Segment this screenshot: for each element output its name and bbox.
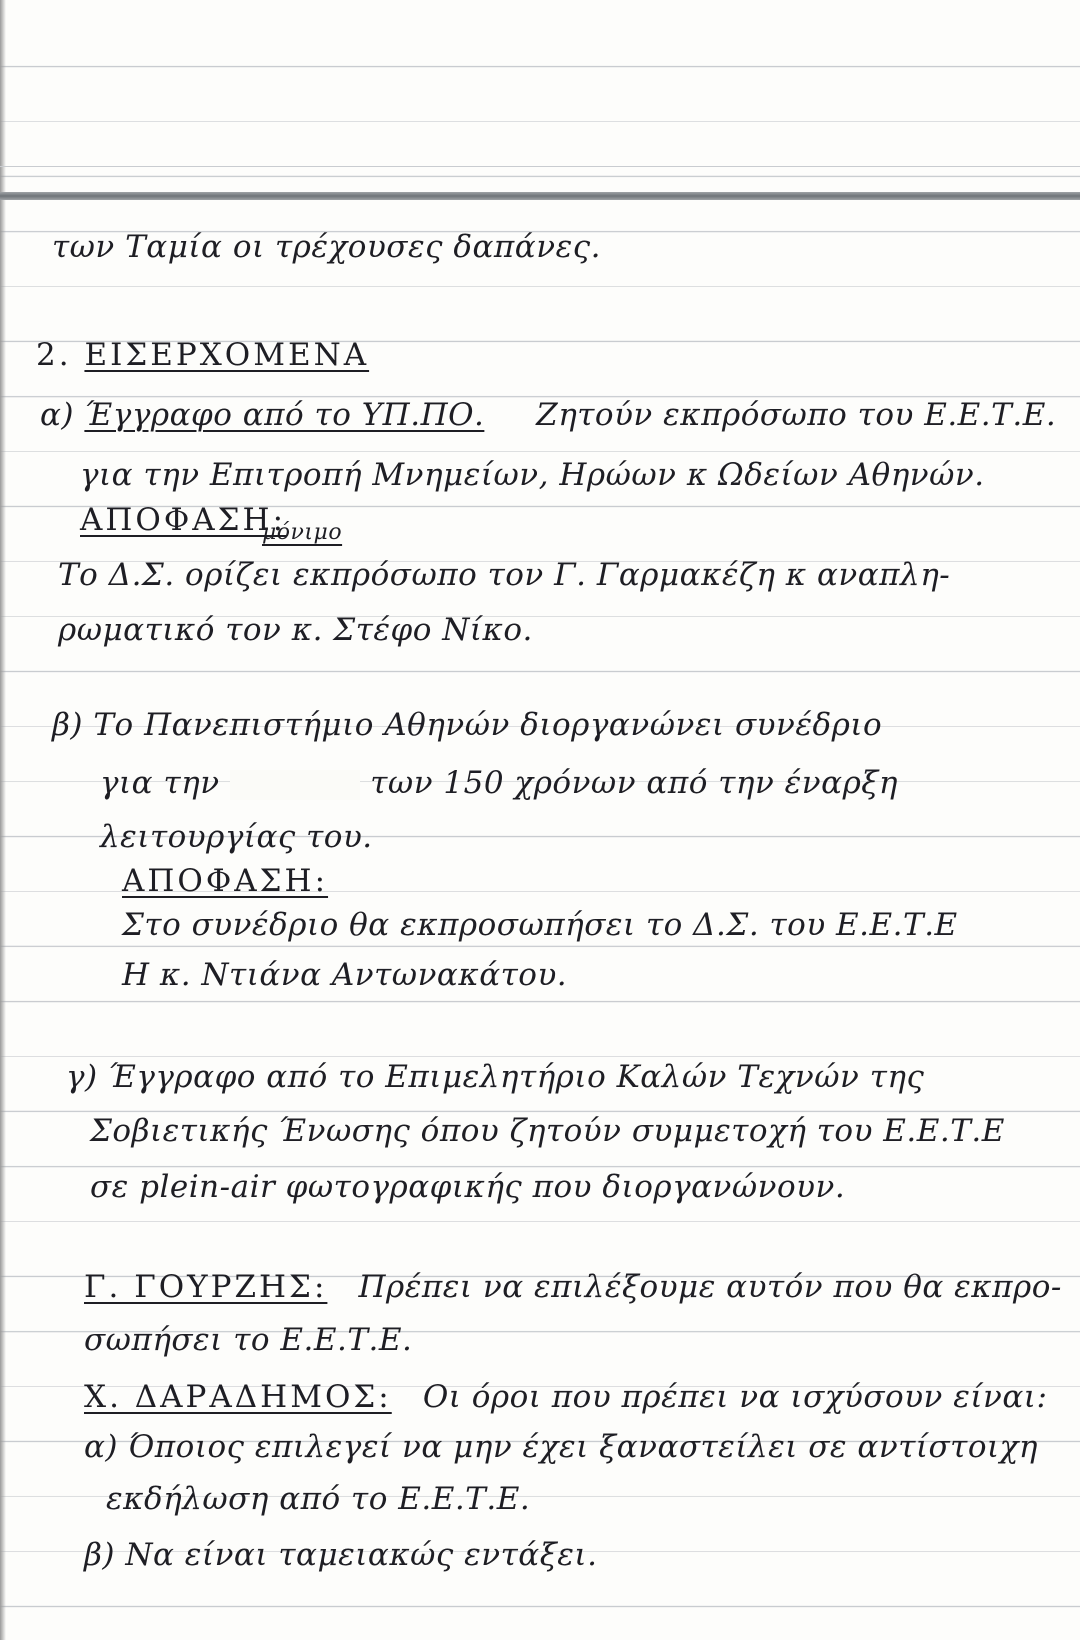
item-a-request: Ζητούν εκπρόσωπο του Ε.Ε.Τ.Ε.	[536, 397, 1057, 433]
item-b-line-2-start: για την	[100, 765, 220, 801]
decision-label-2: ΑΠΟΦΑΣΗ:	[122, 863, 329, 899]
decision-label-1: ΑΠΟΦΑΣΗ:	[80, 502, 287, 538]
item-c-line-1: γ) Έγγραφο από το Επιμελητήριο Καλών Τεχνών της	[66, 1059, 925, 1095]
section-title: ΕΙΣΕΡΧΟΜΕΝΑ	[84, 337, 370, 373]
page-edge-shadow	[0, 0, 6, 1640]
item-b-line-2	[100, 765, 898, 801]
condition-a-line-1: α) Όποιος επιλεγεί να μην έχει ξαναστείλει σε αντίστοιχη	[84, 1429, 1038, 1465]
item-b-line-3: λειτουργίας του.	[100, 819, 373, 855]
speaker-1-text: Πρέπει να επιλέξουμε αυτόν που θα εκπρο-	[358, 1269, 1062, 1305]
decision-2-line-2: Η κ. Ντιάνα Αντωνακάτου.	[122, 957, 568, 993]
section-heading	[36, 337, 370, 373]
speaker-1-name: Γ. ΓΟΥΡΖΗΣ:	[84, 1269, 328, 1305]
decision-1-line-2: ρωματικό τον κ. Στέφο Νίκο.	[58, 612, 533, 648]
speaker-2-name: Χ. ΔΑΡΑΔΗΜΟΣ:	[84, 1379, 392, 1415]
decision-1-line-1: Το Δ.Σ. ορίζει εκπρόσωπο τον Γ. Γαρμακέζη κ αναπλη-	[58, 557, 951, 593]
item-a-document: Έγγραφο από το ΥΠ.ΠΟ.	[84, 397, 485, 433]
header-rule	[0, 192, 1080, 200]
redacted-area	[230, 770, 360, 800]
item-a-line-2: για την Επιτροπή Μνημείων, Ηρώων κ Ωδείων Αθηνών.	[80, 457, 985, 493]
decision-2-line-1: Στο συνέδριο θα εκπροσωπήσει το Δ.Σ. του Ε.Ε.Τ.Ε	[122, 907, 958, 943]
speaker-2-line-1	[84, 1379, 1048, 1415]
item-b-line-1: β) Το Πανεπιστήμιο Αθηνών διοργανώνει συνέδριο	[52, 707, 883, 743]
condition-a-line-2: εκδήλωση από το Ε.Ε.Τ.Ε.	[106, 1481, 531, 1517]
item-a-marker: α)	[40, 397, 75, 433]
insertion-word: μόνιμο	[262, 520, 343, 545]
item-c-line-2: Σοβιετικής Ένωσης όπου ζητούν συμμετοχή του Ε.Ε.Τ.Ε	[90, 1113, 1005, 1149]
speaker-1-line-2: σωπήσει το Ε.Ε.Τ.Ε.	[84, 1322, 413, 1358]
header-thin-rule	[0, 166, 1080, 167]
item-b-line-2-end: των 150 χρόνων από την έναρξη	[370, 765, 898, 801]
speaker-1-line-1	[84, 1269, 1062, 1305]
section-number: 2.	[36, 337, 72, 373]
text-line-1: των Ταμία οι τρέχουσες δαπάνες.	[52, 229, 601, 265]
item-a-line-1	[40, 397, 1057, 433]
item-c-line-3: σε plein-air φωτογραφικής που διοργανώνουν.	[90, 1169, 846, 1205]
condition-b: β) Να είναι ταμειακώς εντάξει.	[84, 1537, 598, 1573]
speaker-2-text: Οι όροι που πρέπει να ισχύσουν είναι:	[422, 1379, 1048, 1415]
